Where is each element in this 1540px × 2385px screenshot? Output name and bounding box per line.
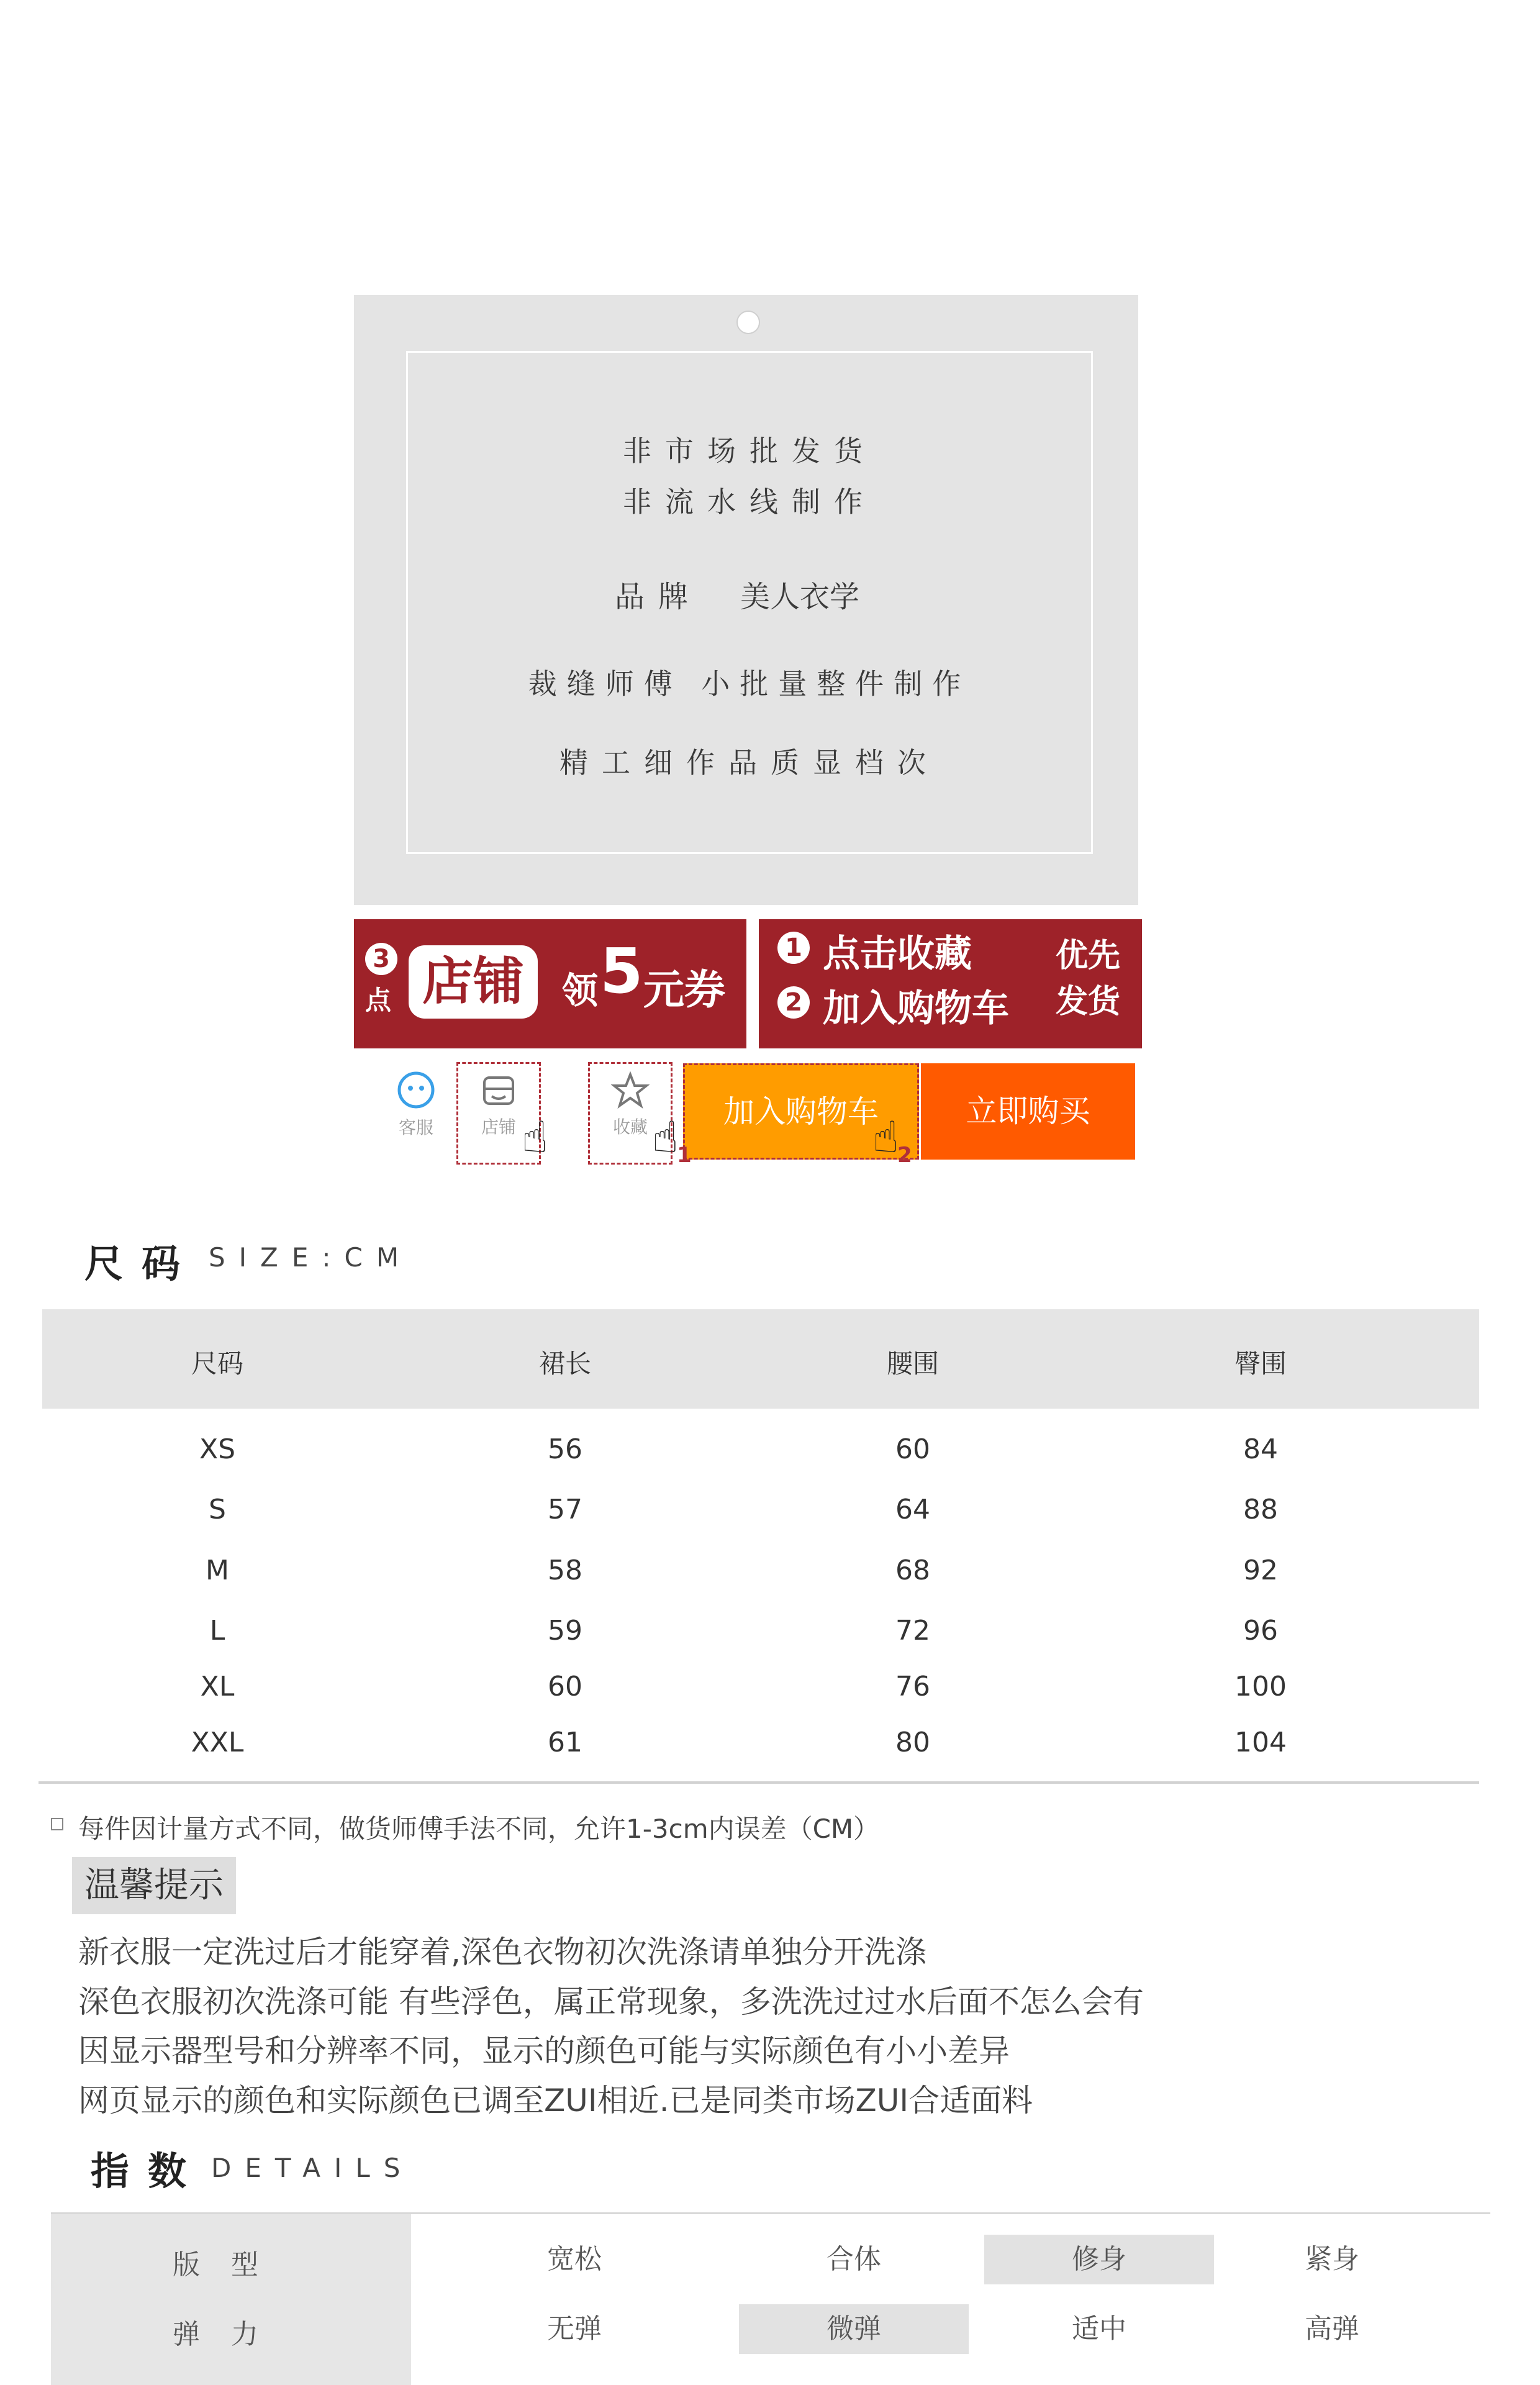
table-cell: 104 xyxy=(1234,1727,1287,1758)
details-section-subtitle: DETAILS xyxy=(211,2153,414,2183)
fit-option-regular: 合体 xyxy=(827,2243,881,2275)
priority-label-2: 发货 xyxy=(1056,983,1121,1020)
details-label-column xyxy=(51,2214,411,2385)
tip-line: 深色衣服初次洗涤可能 有些浮色，属正常现象，多洗洗过过水后面不怎么会有 xyxy=(78,1984,1144,2020)
detail-label-fit: 版型 xyxy=(173,2249,289,2281)
table-cell: 56 xyxy=(548,1433,582,1465)
table-cell: XS xyxy=(199,1433,236,1465)
table-cell: 68 xyxy=(895,1555,930,1586)
tips-title: 温馨提示 xyxy=(72,1857,236,1914)
size-section-subtitle: SIZE:CM xyxy=(209,1242,413,1273)
star-icon xyxy=(611,1071,650,1110)
table-cell: 58 xyxy=(548,1555,582,1586)
table-divider xyxy=(38,1781,1479,1784)
tag-line-quality: 精工细作品质显档次 xyxy=(559,746,940,779)
service-smiley-icon xyxy=(396,1070,437,1111)
coupon-amount: 5 xyxy=(600,935,643,1007)
size-tolerance-note: 每件因计量方式不同，做货师傅手法不同，允许1-3cm内误差（CM） xyxy=(78,1814,880,1844)
tag-hole xyxy=(736,311,760,334)
pointer-hand-icon: ☝ xyxy=(522,1112,548,1163)
details-section-title: 指数 xyxy=(91,2148,206,2194)
coupon-unit: 元券 xyxy=(643,966,725,1014)
tip-line: 网页显示的颜色和实际颜色已调至ZUI相近.已是同类市场ZUI合适面料 xyxy=(78,2083,1033,2119)
note-bullet-icon xyxy=(51,1818,63,1830)
header-size: 尺码 xyxy=(191,1348,243,1379)
table-cell: 84 xyxy=(1243,1433,1278,1465)
step-favorite-label: 点击收藏 xyxy=(823,932,972,976)
detail-label-stretch: 弹力 xyxy=(173,2319,289,2350)
tag-line-wholesale: 非市场批发货 xyxy=(623,434,876,468)
customer-service-button[interactable] xyxy=(379,1070,453,1139)
table-cell: 57 xyxy=(548,1494,582,1525)
add-to-cart-button[interactable]: 加入购物车 xyxy=(683,1063,919,1160)
table-cell: 92 xyxy=(1243,1555,1278,1586)
hand-step-2: 2 xyxy=(897,1143,912,1168)
favorite-label: 收藏 xyxy=(612,1117,648,1137)
pointer-hand-icon: ☝ xyxy=(872,1112,899,1163)
step-cart-label: 加入购物车 xyxy=(823,987,1009,1030)
shop-icon xyxy=(479,1071,518,1110)
table-cell: 60 xyxy=(548,1671,582,1702)
coupon-get-label: 领 xyxy=(562,970,599,1012)
table-cell: 96 xyxy=(1243,1615,1278,1647)
tip-line: 因显示器型号和分辨率不同，显示的颜色可能与实际颜色有小小差异 xyxy=(78,2033,1010,2069)
table-cell: 59 xyxy=(548,1615,582,1647)
table-cell: S xyxy=(209,1494,226,1525)
step-1-badge: 1 xyxy=(777,932,810,964)
table-cell: 100 xyxy=(1234,1671,1287,1702)
header-waist: 腰围 xyxy=(886,1348,939,1379)
pointer-hand-icon: ☝ xyxy=(652,1112,679,1163)
header-skirt-length: 裙长 xyxy=(538,1348,591,1379)
tip-line: 新衣服一定洗过后才能穿着,深色衣物初次洗涤请单独分开洗涤 xyxy=(78,1934,926,1970)
header-hip: 臀围 xyxy=(1234,1348,1287,1379)
table-cell: L xyxy=(209,1615,225,1647)
fit-option-tight: 紧身 xyxy=(1305,2243,1359,2275)
tag-brand-label: 品牌 xyxy=(615,579,702,614)
tag-line-tailor: 裁缝师傅 小批量整件制作 xyxy=(528,667,971,701)
size-section-title: 尺码 xyxy=(84,1241,199,1286)
buy-now-button[interactable]: 立即购买 xyxy=(921,1063,1135,1160)
tap-label: 点 xyxy=(365,985,392,1015)
shop-pill: 店铺 xyxy=(409,945,538,1019)
table-cell: 76 xyxy=(895,1671,930,1702)
table-cell: 88 xyxy=(1243,1494,1278,1525)
service-label: 客服 xyxy=(398,1117,433,1138)
step-3-badge: 3 xyxy=(365,943,397,975)
tag-line-assembly: 非流水线制作 xyxy=(623,485,876,519)
table-cell: XXL xyxy=(191,1727,244,1758)
stretch-option-high: 高弹 xyxy=(1305,2313,1359,2345)
table-cell: 80 xyxy=(895,1727,930,1758)
stretch-option-medium: 适中 xyxy=(1072,2313,1126,2345)
step-2-badge: 2 xyxy=(777,986,810,1019)
table-cell: 60 xyxy=(895,1433,930,1465)
hand-step-1: 1 xyxy=(677,1143,692,1168)
table-cell: M xyxy=(206,1555,229,1586)
table-cell: XL xyxy=(200,1671,235,1702)
fit-option-loose: 宽松 xyxy=(547,2243,602,2275)
table-cell: 64 xyxy=(895,1494,930,1525)
table-cell: 72 xyxy=(895,1615,930,1647)
fit-option-slim: 修身 xyxy=(984,2235,1214,2284)
table-cell: 61 xyxy=(548,1727,582,1758)
stretch-option-slight: 微弹 xyxy=(739,2304,969,2354)
stretch-option-none: 无弹 xyxy=(547,2313,602,2345)
tag-brand-name: 美人衣学 xyxy=(740,579,860,614)
shop-label: 店铺 xyxy=(481,1117,516,1137)
priority-label-1: 优先 xyxy=(1056,937,1121,974)
